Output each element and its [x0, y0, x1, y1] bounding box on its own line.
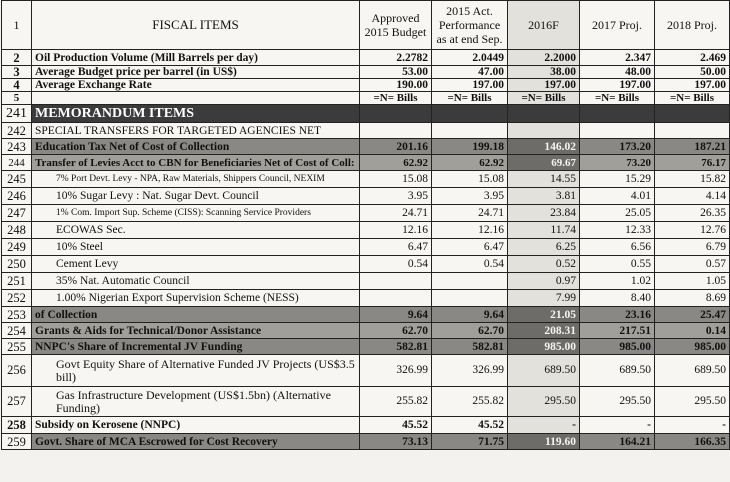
- value-cell: 3.81: [508, 188, 580, 205]
- value-cell: =N= Bills: [432, 92, 508, 105]
- value-cell: 45.52: [432, 417, 508, 434]
- value-cell: 9.64: [432, 307, 508, 323]
- value-cell: 6.25: [508, 239, 580, 256]
- row-label: NNPC's Share of Incremental JV Funding: [32, 339, 360, 355]
- table-row: [2, 188, 730, 205]
- value-cell: 0.55: [580, 256, 655, 273]
- table-row: [2, 387, 730, 417]
- row-number: 245: [2, 171, 32, 188]
- row-label: Govt. Share of MCA Escrowed for Cost Recovery: [32, 434, 360, 450]
- value-cell: 15.08: [432, 171, 508, 188]
- value-cell: 119.60: [508, 434, 580, 450]
- header-2016f: 2016F: [508, 1, 580, 50]
- value-cell: 582.81: [432, 339, 508, 355]
- value-cell: 2.0449: [432, 50, 508, 66]
- row-label: 35% Nat. Automatic Council: [32, 273, 360, 290]
- value-cell: [432, 105, 508, 123]
- value-cell: 689.50: [580, 355, 655, 387]
- table-row: [2, 417, 730, 434]
- value-cell: 0.52: [508, 256, 580, 273]
- table-row: [2, 339, 730, 355]
- row-number: 255: [2, 339, 32, 355]
- value-cell: 0.54: [360, 256, 432, 273]
- row-number: 242: [2, 123, 32, 139]
- value-cell: [432, 290, 508, 307]
- row-number: 1: [2, 1, 32, 50]
- table-row: [2, 290, 730, 307]
- value-cell: =N= Bills: [655, 92, 730, 105]
- value-cell: 12.33: [580, 222, 655, 239]
- value-cell: =N= Bills: [580, 92, 655, 105]
- row-label: Education Tax Net of Cost of Collection: [32, 139, 360, 155]
- row-label: 10% Sugar Levy : Nat. Sugar Devt. Council: [32, 188, 360, 205]
- row-number: 243: [2, 139, 32, 155]
- value-cell: 7.99: [508, 290, 580, 307]
- value-cell: 197.00: [508, 79, 580, 92]
- value-cell: [655, 105, 730, 123]
- value-cell: 15.08: [360, 171, 432, 188]
- row-label: Average Budget price per barrel (in US$): [32, 66, 360, 79]
- row-label: SPECIAL TRANSFERS FOR TARGETED AGENCIES NET: [32, 123, 360, 139]
- value-cell: 197.00: [655, 79, 730, 92]
- row-label: Gas Infrastructure Development (US$1.5bn) (Alternative Funding): [32, 387, 360, 417]
- value-cell: 62.70: [432, 323, 508, 339]
- row-number: 3: [2, 66, 32, 79]
- row-label: 7% Port Devt. Levy - NPA, Raw Materials, Shippers Council, NEXIM: [32, 171, 360, 188]
- value-cell: 208.31: [508, 323, 580, 339]
- value-cell: [580, 105, 655, 123]
- row-number: 259: [2, 434, 32, 450]
- row-number: 250: [2, 256, 32, 273]
- value-cell: [432, 273, 508, 290]
- value-cell: 23.84: [508, 205, 580, 222]
- table-row: [2, 105, 730, 123]
- row-number: 252: [2, 290, 32, 307]
- value-cell: 69.67: [508, 155, 580, 171]
- value-cell: 2.469: [655, 50, 730, 66]
- value-cell: 985.00: [580, 339, 655, 355]
- row-label: Cement Levy: [32, 256, 360, 273]
- value-cell: 0.14: [655, 323, 730, 339]
- value-cell: 190.00: [360, 79, 432, 92]
- value-cell: 12.16: [432, 222, 508, 239]
- table-row: [2, 355, 730, 387]
- value-cell: 11.74: [508, 222, 580, 239]
- value-cell: 326.99: [360, 355, 432, 387]
- value-cell: 295.50: [655, 387, 730, 417]
- row-label: 1.00% Nigerian Export Supervision Scheme (NESS): [32, 290, 360, 307]
- row-number: 247: [2, 205, 32, 222]
- value-cell: [360, 273, 432, 290]
- table-row: [2, 50, 730, 66]
- value-cell: 3.95: [432, 188, 508, 205]
- value-cell: [508, 123, 580, 139]
- header-2018-proj: 2018 Proj.: [655, 1, 730, 50]
- value-cell: 4.14: [655, 188, 730, 205]
- value-cell: -: [655, 417, 730, 434]
- row-label: 1% Com. Import Sup. Scheme (CISS): Scanning Service Providers: [32, 205, 360, 222]
- value-cell: 9.64: [360, 307, 432, 323]
- table-row: [2, 205, 730, 222]
- value-cell: 0.54: [432, 256, 508, 273]
- value-cell: 25.05: [580, 205, 655, 222]
- row-label: Govt Equity Share of Alternative Funded JV Projects (US$3.5 bill): [32, 355, 360, 387]
- value-cell: 26.35: [655, 205, 730, 222]
- value-cell: 15.29: [580, 171, 655, 188]
- value-cell: 73.13: [360, 434, 432, 450]
- value-cell: 24.71: [360, 205, 432, 222]
- value-cell: [432, 123, 508, 139]
- table-row: [2, 66, 730, 79]
- row-label: 10% Steel: [32, 239, 360, 256]
- value-cell: 62.70: [360, 323, 432, 339]
- value-cell: 48.00: [580, 66, 655, 79]
- row-number: 4: [2, 79, 32, 92]
- header-2017-proj: 2017 Proj.: [580, 1, 655, 50]
- table-row: [2, 239, 730, 256]
- table-row: [2, 123, 730, 139]
- value-cell: 53.00: [360, 66, 432, 79]
- value-cell: [580, 123, 655, 139]
- header-fiscal-items: FISCAL ITEMS: [32, 1, 360, 50]
- value-cell: 146.02: [508, 139, 580, 155]
- value-cell: 24.71: [432, 205, 508, 222]
- value-cell: 187.21: [655, 139, 730, 155]
- value-cell: =N= Bills: [508, 92, 580, 105]
- value-cell: 0.97: [508, 273, 580, 290]
- value-cell: [360, 290, 432, 307]
- row-number: 244: [2, 155, 32, 171]
- header-2015-actual: 2015 Act. Performance as at end Sep.: [432, 1, 508, 50]
- row-label: Grants & Aids for Technical/Donor Assistance: [32, 323, 360, 339]
- value-cell: 255.82: [360, 387, 432, 417]
- value-cell: 197.00: [580, 79, 655, 92]
- value-cell: 15.82: [655, 171, 730, 188]
- table-row: [2, 323, 730, 339]
- value-cell: 2.347: [580, 50, 655, 66]
- value-cell: 295.50: [580, 387, 655, 417]
- value-cell: 197.00: [432, 79, 508, 92]
- value-cell: 12.16: [360, 222, 432, 239]
- value-cell: 76.17: [655, 155, 730, 171]
- table-row: [2, 222, 730, 239]
- table-row: [2, 256, 730, 273]
- table-row: [2, 273, 730, 290]
- row-number: 2: [2, 50, 32, 66]
- value-cell: 71.75: [432, 434, 508, 450]
- row-label: [32, 92, 360, 105]
- value-cell: 6.79: [655, 239, 730, 256]
- value-cell: 582.81: [360, 339, 432, 355]
- value-cell: 0.57: [655, 256, 730, 273]
- header-approved-2015: Approved 2015 Budget: [360, 1, 432, 50]
- table-row: [2, 79, 730, 92]
- value-cell: 8.69: [655, 290, 730, 307]
- value-cell: 6.47: [360, 239, 432, 256]
- row-number: 249: [2, 239, 32, 256]
- table-row: [2, 155, 730, 171]
- value-cell: 164.21: [580, 434, 655, 450]
- value-cell: 8.40: [580, 290, 655, 307]
- row-label: Average Exchange Rate: [32, 79, 360, 92]
- row-number: 257: [2, 387, 32, 417]
- value-cell: 3.95: [360, 188, 432, 205]
- value-cell: 689.50: [655, 355, 730, 387]
- value-cell: 62.92: [360, 155, 432, 171]
- value-cell: 1.05: [655, 273, 730, 290]
- row-label: Transfer of Levies Acct to CBN for Beneficiaries Net of Cost of Coll:: [32, 155, 360, 171]
- value-cell: 47.00: [432, 66, 508, 79]
- value-cell: 173.20: [580, 139, 655, 155]
- value-cell: 45.52: [360, 417, 432, 434]
- value-cell: 4.01: [580, 188, 655, 205]
- value-cell: 25.47: [655, 307, 730, 323]
- value-cell: [360, 123, 432, 139]
- value-cell: 2.2000: [508, 50, 580, 66]
- value-cell: 295.50: [508, 387, 580, 417]
- row-label: of Collection: [32, 307, 360, 323]
- row-label: Subsidy on Kerosene (NNPC): [32, 417, 360, 434]
- value-cell: 166.35: [655, 434, 730, 450]
- row-number: 254: [2, 323, 32, 339]
- table-row: [2, 171, 730, 188]
- row-number: 5: [2, 92, 32, 105]
- value-cell: 62.92: [432, 155, 508, 171]
- table-row: [2, 307, 730, 323]
- fiscal-table: [1, 0, 730, 450]
- value-cell: -: [508, 417, 580, 434]
- row-label: Oil Production Volume (Mill Barrels per day): [32, 50, 360, 66]
- value-cell: 2.2782: [360, 50, 432, 66]
- value-cell: 23.16: [580, 307, 655, 323]
- value-cell: 985.00: [655, 339, 730, 355]
- value-cell: 6.56: [580, 239, 655, 256]
- row-label: ECOWAS Sec.: [32, 222, 360, 239]
- row-number: 258: [2, 417, 32, 434]
- value-cell: 217.51: [580, 323, 655, 339]
- value-cell: =N= Bills: [360, 92, 432, 105]
- value-cell: 985.00: [508, 339, 580, 355]
- value-cell: 689.50: [508, 355, 580, 387]
- value-cell: 12.76: [655, 222, 730, 239]
- value-cell: 1.02: [580, 273, 655, 290]
- table-row: [2, 139, 730, 155]
- row-number: 253: [2, 307, 32, 323]
- value-cell: 199.18: [432, 139, 508, 155]
- value-cell: [655, 123, 730, 139]
- value-cell: 255.82: [432, 387, 508, 417]
- value-cell: -: [580, 417, 655, 434]
- value-cell: [360, 105, 432, 123]
- row-number: 251: [2, 273, 32, 290]
- value-cell: 6.47: [432, 239, 508, 256]
- row-label: MEMORANDUM ITEMS: [32, 105, 360, 123]
- value-cell: 326.99: [432, 355, 508, 387]
- value-cell: 21.05: [508, 307, 580, 323]
- value-cell: 14.55: [508, 171, 580, 188]
- table-row: [2, 92, 730, 105]
- value-cell: 73.20: [580, 155, 655, 171]
- row-number: 241: [2, 105, 32, 123]
- value-cell: 50.00: [655, 66, 730, 79]
- value-cell: 38.00: [508, 66, 580, 79]
- row-number: 246: [2, 188, 32, 205]
- row-number: 256: [2, 355, 32, 387]
- row-number: 248: [2, 222, 32, 239]
- value-cell: [508, 105, 580, 123]
- value-cell: 201.16: [360, 139, 432, 155]
- table-row: [2, 434, 730, 450]
- header-row: [2, 1, 730, 50]
